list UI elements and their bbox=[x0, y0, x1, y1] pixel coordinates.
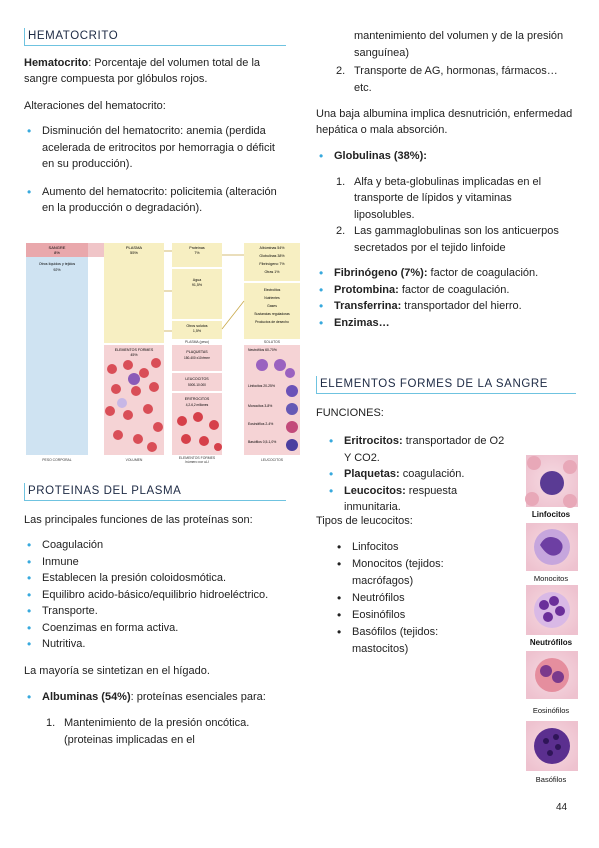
list-item: • Inmune bbox=[24, 554, 286, 571]
sangre-pct: 8% bbox=[54, 250, 60, 255]
list-item: • Leucocitos: respuesta inmunitaria. bbox=[326, 483, 510, 516]
proteinas-label: Proteínas bbox=[189, 246, 205, 250]
section-heading-proteinas: PROTEINAS DEL PLASMA bbox=[24, 483, 286, 501]
list-item: • Aumento del hematocrito: policitemia (alteración en la producción o degradación). bbox=[24, 184, 286, 217]
plaquetas-label: PLAQUETAS bbox=[186, 350, 208, 354]
tipos-list bbox=[316, 539, 474, 658]
solute-label: Gases bbox=[267, 304, 277, 308]
caption-linfocitos: Linfocitos bbox=[531, 510, 571, 519]
otros-solutos-pct: 1,5% bbox=[192, 329, 202, 333]
plasma-label: PLASMA bbox=[125, 245, 143, 250]
right-column bbox=[316, 28, 574, 331]
globulinas-list bbox=[316, 148, 574, 165]
albuminas-list bbox=[24, 689, 286, 706]
list-item: • Coagulación bbox=[24, 537, 286, 554]
figure-footer-label: LEUCOCITOS bbox=[261, 458, 283, 462]
sangre-label: SANGRE bbox=[48, 245, 66, 250]
funciones-list bbox=[326, 433, 510, 516]
agua-label: Agua bbox=[192, 278, 202, 282]
plaquetas-value: 150-400 x10³/mm³ bbox=[183, 356, 211, 360]
figure-footer-sub: (número por µL) bbox=[184, 460, 210, 463]
list-item: • Eritrocitos: transportador de O2 Y CO2. bbox=[326, 433, 510, 466]
section-heading-formes: ELEMENTOS FORMES DE LA SANGRE bbox=[316, 376, 576, 394]
monocitos-label: Monocitos 3-8% bbox=[248, 404, 273, 408]
numbered-item: 1. Alfa y beta-globulinas implicadas en el transporte de lípidos y vitaminas liposolubles. bbox=[336, 175, 542, 221]
list-item: • Transporte. bbox=[24, 603, 286, 620]
plasma-pct: 55% bbox=[129, 250, 139, 255]
solute-label: Sustancias reguladoras bbox=[254, 312, 290, 316]
basofilos-label: Basófilos 0,5-1,0% bbox=[248, 440, 277, 444]
other-proteins-list bbox=[316, 265, 574, 331]
proteinas-pct: 7% bbox=[194, 251, 200, 255]
numbered-item-continued: mantenimiento del volumen y de la presión sanguínea) bbox=[354, 30, 564, 59]
otras-label: Otras 1% bbox=[264, 270, 280, 274]
tipos-block bbox=[316, 513, 516, 658]
neutrofilos-label: Neutrófilos 60-70% bbox=[248, 348, 277, 352]
list-item: • Enzimas… bbox=[316, 315, 574, 332]
leucocitos-label: LEUCOCITOS bbox=[185, 377, 209, 381]
agua-pct: 91,5% bbox=[191, 283, 203, 287]
section-heading-hematocrito: HEMATOCRITO bbox=[24, 28, 286, 46]
figure-footer-label: PESO CORPORAL bbox=[42, 458, 72, 462]
funciones-title: FUNCIONES: bbox=[316, 407, 384, 419]
caption-basofilos: Basófilos bbox=[535, 775, 567, 784]
globulinas-label: Globulinas 38% bbox=[259, 254, 285, 258]
albuminas-label: Albúminas 54% bbox=[259, 246, 285, 250]
list-item: • Establecen la presión coloidosmótica. bbox=[24, 570, 286, 587]
list-item: • Coenzimas en forma activa. bbox=[24, 620, 286, 637]
list-item: • Neutrófilos bbox=[334, 590, 474, 607]
proteinas-functions-list bbox=[24, 537, 286, 653]
list-item: • Monocitos (tejidos: macrófagos) bbox=[334, 556, 474, 590]
blood-composition-svg bbox=[24, 241, 304, 463]
otros-label: Otros líquidos y tejidos bbox=[38, 262, 76, 266]
list-item: • Disminución del hematocrito: anemia (perdida acelerada de eritrocitos por hemorragia o déficit en su producción). bbox=[24, 123, 286, 173]
eosinofilos-label: Eosinófilos 2-4% bbox=[248, 422, 274, 426]
figure-solutos-label: SOLUTOS bbox=[263, 340, 281, 344]
list-item: • Eosinófilos bbox=[334, 607, 474, 624]
solute-label: Productos de desecho bbox=[255, 320, 289, 324]
figure-footer-label: VOLUMEN bbox=[125, 458, 143, 462]
left-column-lower bbox=[24, 483, 286, 748]
left-column bbox=[24, 28, 286, 217]
caption-eosinofilos: Eosinófilos bbox=[532, 706, 570, 715]
albuminas-numbered-list-part2 bbox=[316, 28, 574, 96]
higado-note: La mayoría se sintetizan en el hígado. bbox=[24, 664, 210, 677]
list-item: • Fibrinógeno (7%): factor de coagulación. bbox=[316, 265, 574, 282]
list-item: • Protombina: factor de coagulación. bbox=[316, 282, 574, 299]
eritrocitos-label: ERITROCITOS bbox=[184, 397, 210, 401]
numbered-item: 2. Las gammaglobulinas son los anticuerpos secretados por el tejido linfoide bbox=[336, 225, 559, 254]
figure-footer-label: ELEMENTOS FORMES bbox=[178, 456, 216, 460]
albuminas-item: • Albuminas (54%): proteínas esenciales para: bbox=[24, 689, 286, 706]
leukocyte-svg bbox=[520, 455, 582, 795]
elementos-pct: 45% bbox=[130, 353, 138, 357]
caption-monocitos: Monocitos bbox=[533, 574, 569, 583]
list-item: • Basófilos (tejidos: mastocitos) bbox=[334, 624, 474, 658]
page-number: 44 bbox=[556, 802, 568, 813]
otros-pct: 92% bbox=[53, 268, 61, 272]
figure-plasma-weight-label: PLASMA (peso) bbox=[184, 340, 210, 344]
eritrocitos-value: 4,2-6,2 millones bbox=[185, 403, 209, 407]
list-item: • Plaquetas: coagulación. bbox=[326, 466, 510, 483]
numbered-item: 2. Transporte de AG, hormonas, fármacos… etc. bbox=[336, 65, 558, 94]
formes-section bbox=[316, 376, 576, 421]
fibrinogeno-label: Fibrinógeno 7% bbox=[259, 262, 285, 266]
blood-composition-figure bbox=[24, 241, 304, 463]
elementos-formes-label: ELEMENTOS FORMES bbox=[114, 348, 154, 352]
albuminas-numbered-list-part1 bbox=[24, 715, 286, 748]
globulinas-item: • Globulinas (38%): bbox=[316, 148, 574, 165]
list-item: • Linfocitos bbox=[334, 539, 474, 556]
leukocyte-images bbox=[520, 455, 582, 795]
caption-neutrofilos: Neutrófilos bbox=[529, 638, 573, 647]
alteraciones-title: Alteraciones del hematocrito: bbox=[24, 100, 166, 112]
hematocrito-definition: Hematocrito: Porcentaje del volumen total de la sangre compuesta por glóbulos rojos. bbox=[24, 57, 261, 85]
otros-solutos-label: Otros solutos bbox=[186, 324, 208, 328]
alteraciones-list bbox=[24, 123, 286, 217]
solute-label: Electrolitos bbox=[263, 288, 281, 292]
tipos-title: Tipos de leucocitos: bbox=[316, 515, 413, 527]
solute-label: Nutrientes bbox=[264, 296, 280, 300]
list-item: • Equilibro acido-básico/equilibrio hidroeléctrico. bbox=[24, 587, 286, 604]
funciones-block bbox=[326, 433, 510, 516]
linfocitos-label: Linfocitos 20-25% bbox=[248, 384, 275, 388]
numbered-item: 1. Mantenimiento de la presión oncótica. (proteinas implicadas en el bbox=[46, 717, 250, 746]
proteinas-intro: Las principales funciones de las proteínas son: bbox=[24, 514, 253, 526]
list-item: • Transferrina: transportador del hierro. bbox=[316, 298, 574, 315]
globulinas-numbered-list bbox=[316, 174, 574, 257]
baja-albumina-note: Una baja albumina implica desnutrición, enfermedad hepática o mala absorción. bbox=[316, 108, 573, 136]
leucocitos-value: 5000-10.000 bbox=[188, 383, 206, 387]
list-item: • Nutritiva. bbox=[24, 636, 286, 653]
